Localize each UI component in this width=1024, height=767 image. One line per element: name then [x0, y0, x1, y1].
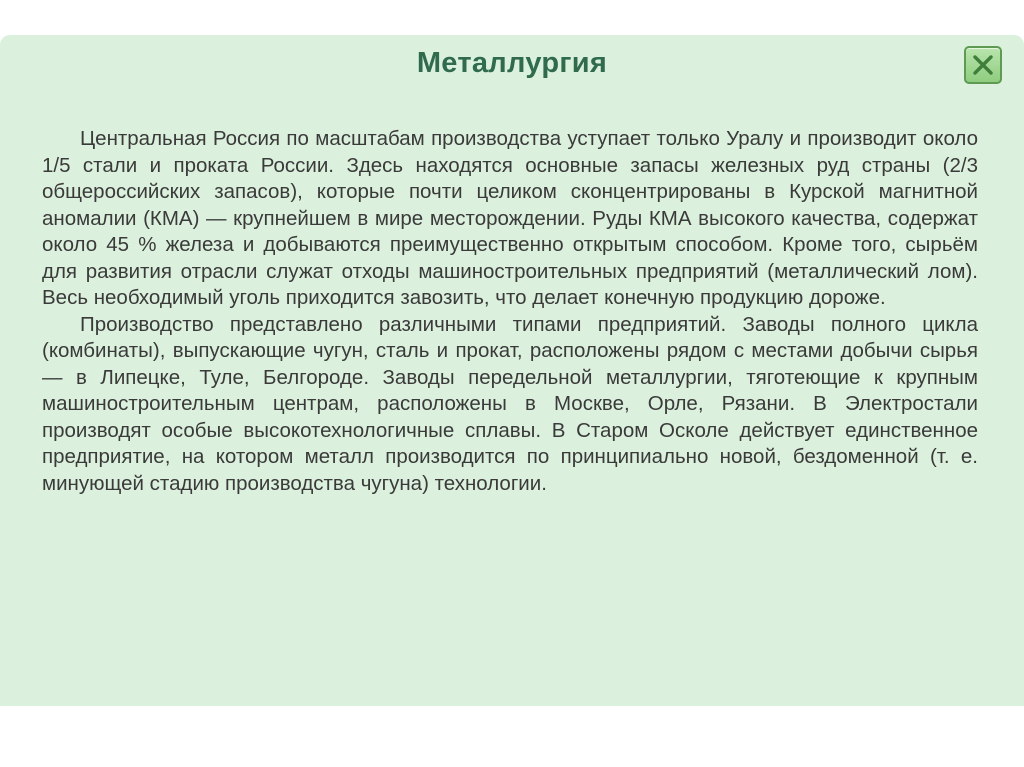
bottom-margin	[0, 706, 1024, 767]
paragraph-1: Центральная Россия по масштабам производства уступает только Уралу и производит около 1/5 стали и проката России. Здесь находятся основные запасы железных руд страны (2/3 общероссийских запасов), которые почти целиком сконцентрированы в Курской магнитной аномалии (КМА) — крупнейшем в мире месторождении. Руды КМА высокого качества, содержат около 45 % железа и добываются преимущественно открытым способом. Кроме того, сырьём для развития отрасли служат отходы машиностроительных предприятий (металлический лом). Весь необходимый уголь приходится завозить, что делает конечную продукцию дороже.	[42, 127, 978, 309]
close-button[interactable]	[964, 46, 1002, 84]
dialog-panel	[0, 35, 1024, 706]
paragraph-2: Производство представлено различными типами предприятий. Заводы полного цикла (комбинаты), выпускающие чугун, сталь и прокат, расположены рядом с местами добычи сырья — в Липецке, Туле, Белгороде. Заводы передельной металлургии, тяготеющие к крупным машиностроительным центрам, расположены в Москве, Орле, Рязани. В Электростали производят особые высокотехнологичные сплавы. В Старом Осколе действует единственное предприятие, на котором металл производится по принципиально новой, бездоменной (т. е. минующей стадию производства чугуна) технологии.	[42, 312, 978, 495]
article-body	[42, 126, 978, 497]
dialog-title: Металлургия	[416, 47, 608, 79]
top-margin	[0, 0, 1024, 35]
close-x-icon	[973, 55, 993, 75]
